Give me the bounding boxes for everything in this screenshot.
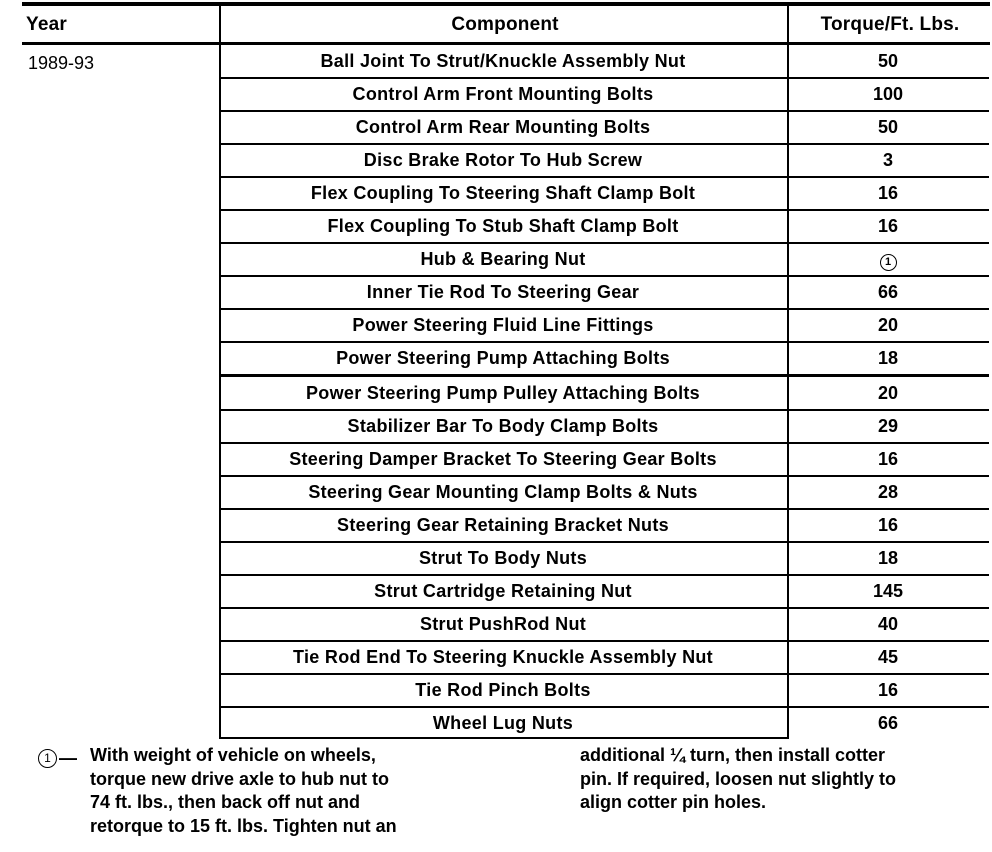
table-row — [219, 210, 989, 243]
component-cell: Power Steering Pump Pulley Attaching Bolts — [306, 383, 700, 403]
component-cell: Power Steering Pump Attaching Bolts — [336, 348, 670, 368]
torque-cell: 16 — [877, 183, 899, 203]
year-value: 1989-93 — [28, 53, 95, 73]
torque-cell: 18 — [877, 348, 899, 368]
torque-cell: 29 — [877, 416, 899, 436]
component-cell: Steering Damper Bracket To Steering Gear Bolts — [289, 449, 717, 469]
torque-cell: 40 — [877, 614, 899, 634]
torque-cell: 145 — [872, 581, 904, 601]
torque-cell: 16 — [877, 515, 899, 535]
table-row — [219, 575, 989, 608]
component-cell: Flex Coupling To Steering Shaft Clamp Bolt — [310, 183, 696, 203]
component-cell: Tie Rod Pinch Bolts — [415, 680, 591, 700]
footnote-marker — [38, 748, 77, 769]
table-row — [219, 443, 989, 476]
footnote-ref-circle: 1 — [880, 254, 897, 271]
footnote-dash: — — [59, 748, 77, 768]
torque-cell: 100 — [872, 84, 904, 104]
table-row — [219, 276, 989, 309]
header-top-rule — [22, 2, 990, 6]
component-cell: Stabilizer Bar To Body Clamp Bolts — [347, 416, 659, 436]
table-row — [219, 377, 989, 410]
footnote-number-circle: 1 — [38, 749, 57, 768]
table-row — [219, 177, 989, 210]
table-row — [219, 342, 989, 375]
footnote-text-right: additional ¼ turn, then install cotter pin. If required, loosen nut slightly to align cotter pin holes. — [580, 745, 897, 812]
torque-cell: 28 — [877, 482, 899, 502]
footnote-text-left: With weight of vehicle on wheels, torque new drive axle to hub nut to 74 ft. lbs., then back off nut and retorque to 15 ft. lbs. Tighten nut an — [90, 745, 397, 836]
table-bottom-rule — [219, 737, 789, 739]
header-torque: Torque/Ft. Lbs. — [820, 14, 960, 35]
table-row — [219, 542, 989, 575]
header-year: Year — [26, 14, 67, 35]
table-row — [219, 476, 989, 509]
table-row — [219, 608, 989, 641]
torque-cell — [787, 249, 989, 271]
table-row — [219, 641, 989, 674]
torque-cell: 66 — [877, 282, 899, 302]
torque-cell: 66 — [877, 713, 899, 733]
component-cell: Steering Gear Mounting Clamp Bolts & Nuts — [308, 482, 698, 502]
component-cell: Wheel Lug Nuts — [432, 713, 574, 733]
component-cell: Steering Gear Retaining Bracket Nuts — [337, 515, 669, 535]
component-cell: Inner Tie Rod To Steering Gear — [366, 282, 640, 302]
component-cell: Control Arm Rear Mounting Bolts — [355, 117, 651, 137]
table-row — [219, 410, 989, 443]
table-row — [219, 707, 989, 740]
table-row — [219, 243, 989, 276]
table-row — [219, 78, 989, 111]
component-cell: Strut To Body Nuts — [418, 548, 588, 568]
torque-cell: 20 — [877, 315, 899, 335]
torque-cell: 16 — [877, 216, 899, 236]
torque-cell: 20 — [877, 383, 899, 403]
torque-cell: 18 — [877, 548, 899, 568]
table-row — [219, 509, 989, 542]
component-cell: Strut PushRod Nut — [419, 614, 587, 634]
torque-cell: 45 — [877, 647, 899, 667]
component-cell: Hub & Bearing Nut — [420, 249, 586, 269]
torque-cell: 16 — [877, 449, 899, 469]
table-row — [219, 45, 989, 78]
table-row — [219, 144, 989, 177]
torque-cell: 3 — [882, 150, 893, 170]
header-component: Component — [451, 14, 559, 35]
component-cell: Strut Cartridge Retaining Nut — [374, 581, 632, 601]
component-cell: Control Arm Front Mounting Bolts — [352, 84, 654, 104]
component-cell: Ball Joint To Strut/Knuckle Assembly Nut — [320, 51, 686, 71]
torque-cell: 16 — [877, 680, 899, 700]
table-row — [219, 674, 989, 707]
component-cell: Power Steering Fluid Line Fittings — [352, 315, 654, 335]
component-cell: Flex Coupling To Stub Shaft Clamp Bolt — [327, 216, 679, 236]
component-cell: Disc Brake Rotor To Hub Screw — [363, 150, 643, 170]
torque-cell: 50 — [877, 51, 899, 71]
component-cell: Tie Rod End To Steering Knuckle Assembly Nut — [293, 647, 713, 667]
table-row — [219, 309, 989, 342]
table-row — [219, 111, 989, 144]
torque-cell: 50 — [877, 117, 899, 137]
